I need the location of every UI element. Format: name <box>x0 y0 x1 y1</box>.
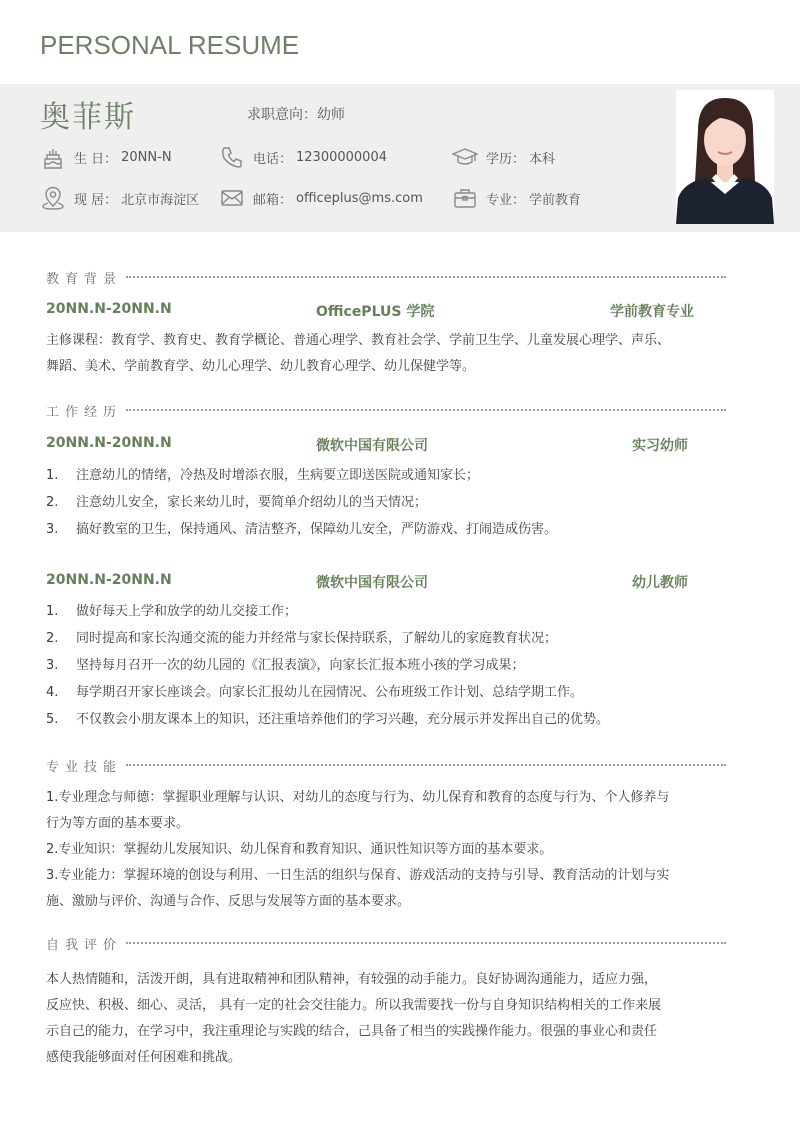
list-item: 1. 做好每天上学和放学的幼儿交接工作； <box>46 604 298 619</box>
address-value: 北京市海淀区 <box>121 192 200 208</box>
work-dotted-divider <box>126 409 726 411</box>
job-2-duties <box>46 598 726 733</box>
birthday-value: 20NN-N <box>121 149 172 165</box>
job-company: 微软中国有限公司 <box>316 575 428 591</box>
skills-dotted-divider <box>126 764 726 766</box>
self-eval-line: 反应快、积极、细心、灵活， 具有一定的社会交往能力。所以我需要找一份与自身知识结构相关的工作来展 <box>46 998 662 1013</box>
phone-icon <box>219 144 245 170</box>
email-value: officeplus@ms.com <box>296 190 423 206</box>
self-eval-line: 示自己的能力，在学习中，我注重理论与实践的结合，己具备了相当的实践操作能力。很强的事业心和责任 <box>46 1024 658 1039</box>
work-heading-text: 工作经历 <box>46 404 123 420</box>
list-item: 2. 注意幼儿安全，家长来幼儿时，要简单介绍幼儿的当天情况； <box>46 495 428 510</box>
education-info <box>452 144 555 170</box>
education-period: 20NN.N-20NN.N <box>46 301 172 317</box>
job-role: 实习幼师 <box>632 438 688 454</box>
email-info <box>219 185 423 211</box>
education-courses <box>46 328 726 380</box>
skills-line: 2.专业知识：掌握幼儿发展知识、幼儿保育和教育知识、通识性知识等方面的基本要求。 <box>46 842 553 857</box>
list-item: 3. 坚持每月召开一次的幼儿园的《汇报表演》，向家长汇报本班小孩的学习成果； <box>46 658 525 673</box>
list-item: 4. 每学期召开家长座谈会。向家长汇报幼儿在园情况、公布班级工作计划、总结学期工作。 <box>46 685 584 700</box>
education-heading-text: 教育背景 <box>46 271 123 287</box>
self-eval-text <box>46 967 726 1071</box>
briefcase-icon <box>452 185 478 211</box>
resume-title: PERSONAL RESUME <box>40 30 300 60</box>
profile-photo <box>676 90 774 224</box>
skills-text <box>46 785 726 915</box>
self-eval-section-heading <box>46 933 726 953</box>
job-intent: 求职意向：幼师 <box>247 107 345 123</box>
email-label: 邮箱： <box>253 192 293 208</box>
phone-info <box>219 144 387 170</box>
location-pin-icon <box>40 185 66 211</box>
skills-section-heading <box>46 755 726 775</box>
work-section-heading <box>46 400 726 420</box>
skills-line: 3.专业能力：掌握环境的创设与利用、一日生活的组织与保育、游戏活动的支持与引导、教育活动的计划与实 <box>46 868 670 883</box>
self-eval-heading-text: 自我评价 <box>46 937 123 953</box>
self-eval-dotted-divider <box>126 942 726 944</box>
list-item: 5. 不仅教会小朋友课本上的知识，还注重培养他们的学习兴趣，充分展示并发挥出自己的优势。 <box>46 712 610 727</box>
graduation-cap-icon <box>452 144 478 170</box>
skills-line: 施、激励与评价、沟通与合作、反思与发展等方面的基本要求。 <box>46 894 411 909</box>
skills-line: 行为等方面的基本要求。 <box>46 816 190 831</box>
major-value: 学前教育 <box>529 192 582 208</box>
education-dotted-divider <box>126 276 726 278</box>
job-period: 20NN.N-20NN.N <box>46 572 172 588</box>
job-entry-2 <box>46 572 726 592</box>
job-period: 20NN.N-20NN.N <box>46 435 172 451</box>
candidate-name: 奥菲斯 <box>40 100 136 135</box>
skills-heading-text: 专业技能 <box>46 759 123 775</box>
phone-label: 电话： <box>253 151 293 167</box>
address-label: 现 居： <box>74 192 118 208</box>
job-role: 幼儿教师 <box>632 575 688 591</box>
job-entry-1 <box>46 435 726 455</box>
list-item: 1. 注意幼儿的情绪，冷热及时增添衣服，生病要立即送医院或通知家长； <box>46 468 480 483</box>
avatar-illustration <box>676 90 774 224</box>
mail-icon <box>219 185 245 211</box>
education-label: 学历： <box>486 151 526 167</box>
address-info <box>40 185 199 211</box>
job-1-duties <box>46 462 726 543</box>
phone-value: 12300000004 <box>296 149 387 165</box>
job-company: 微软中国有限公司 <box>316 438 428 454</box>
education-section-heading <box>46 267 726 287</box>
courses-line: 舞蹈、美术、学前教育学、幼儿心理学、幼儿教育心理学、幼儿保健学等。 <box>46 359 476 374</box>
skills-line: 1.专业理念与师德：掌握职业理解与认识、对幼儿的态度与行为、幼儿保育和教育的态度与行为、个人修养与 <box>46 790 670 805</box>
major-info <box>452 185 581 211</box>
self-eval-line: 本人热情随和，活泼开朗，具有进取精神和团队精神，有较强的动手能力。良好协调沟通能力，适应力强， <box>46 972 658 987</box>
education-school: OfficePLUS 学院 <box>316 304 435 320</box>
education-major: 学前教育专业 <box>610 304 694 320</box>
list-item: 2. 同时提高和家长沟通交流的能力并经常与家长保持联系，了解幼儿的家庭教育状况； <box>46 631 558 646</box>
birthday-label: 生 日： <box>74 151 118 167</box>
birthday-info <box>40 144 172 170</box>
education-value: 本科 <box>529 151 556 167</box>
list-item: 3. 搞好教室的卫生，保持通风、清洁整齐，保障幼儿安全，严防游戏、打闹造成伤害。 <box>46 522 558 537</box>
self-eval-line: 感使我能够面对任何困难和挑战。 <box>46 1050 242 1065</box>
major-label: 专业： <box>486 192 526 208</box>
cake-icon <box>40 144 66 170</box>
courses-line: 主修课程：教育学、教育史、教育学概论、普通心理学、教育社会学、学前卫生学、儿童发展心理学、声乐、 <box>46 333 671 348</box>
education-entry <box>46 301 726 321</box>
